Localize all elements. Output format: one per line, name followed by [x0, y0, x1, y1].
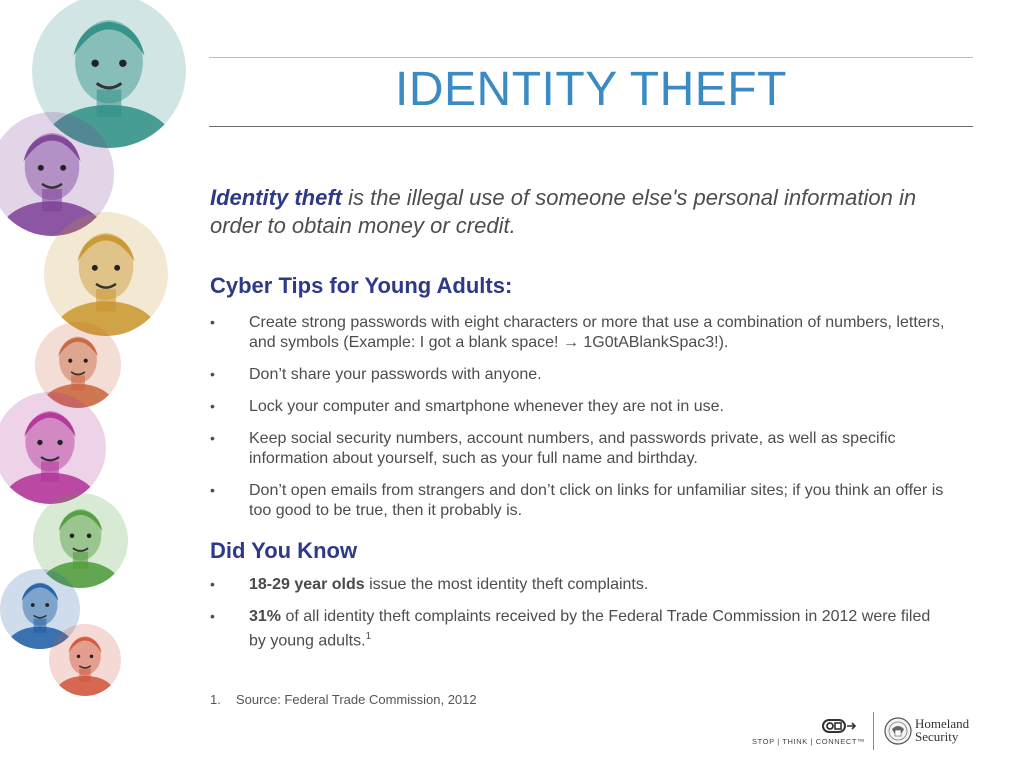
fact-highlight: 31% — [249, 608, 282, 625]
bullet-icon: • — [210, 430, 215, 446]
stop-think-connect-logo — [752, 718, 866, 748]
list-item — [210, 481, 950, 521]
list-item — [210, 607, 950, 651]
dhs-logo — [884, 715, 976, 747]
dhs-seal-icon — [884, 717, 912, 745]
list-item — [210, 575, 950, 595]
stop-think-connect-icon — [822, 718, 858, 734]
fact-text: of all identity theft complaints received by the Federal Trade Commission in 2012 were filed by young adults. — [249, 608, 931, 650]
title-rule-top — [209, 57, 973, 58]
tip-text: Don’t open emails from strangers and don’t click on links for unfamiliar sites; if you think an offer is too good to be true, then it probably is. — [249, 482, 944, 519]
dhs-name-line-2: Security — [915, 729, 959, 744]
footnote — [210, 692, 477, 707]
stop-think-connect-text: STOP | THINK | CONNECT™ — [752, 737, 866, 746]
tip-text: Lock your computer and smartphone whenever they are not in use. — [249, 398, 724, 415]
bullet-icon: • — [210, 608, 215, 624]
list-item — [210, 397, 950, 417]
tip-text: Don’t share your passwords with anyone. — [249, 366, 542, 383]
dhs-name-line-1: Homeland — [915, 716, 970, 731]
bullet-icon: • — [210, 314, 215, 330]
facts-list — [210, 575, 950, 663]
fact-text: issue the most identity theft complaints. — [364, 576, 649, 593]
tips-heading: Cyber Tips for Young Adults: — [210, 273, 513, 298]
list-item — [210, 365, 950, 385]
face-icon — [49, 624, 121, 696]
list-item — [210, 429, 950, 469]
face-icon — [0, 392, 106, 504]
footnote-text: Source: Federal Trade Commission, 2012 — [236, 692, 477, 707]
portrait-woman-red — [49, 624, 121, 696]
footnote-marker: 1 — [365, 631, 372, 642]
did-you-know-heading: Did You Know — [210, 538, 358, 563]
dhs-name — [915, 717, 969, 743]
face-icon — [44, 212, 168, 336]
definition-text — [210, 184, 960, 240]
portrait-man-magenta — [0, 392, 106, 504]
footnote-number: 1. — [210, 692, 221, 707]
bullet-icon: • — [210, 576, 215, 592]
tip-text: Create strong passwords with eight characters or more that use a combination of numbers, letters, and symbols (Example: I got a blank space! → 1G0tABlankSpac3!). — [249, 314, 945, 351]
fact-highlight: 18-29 year olds — [249, 576, 365, 593]
tips-list — [210, 313, 950, 533]
portrait-woman-glasses-gold — [44, 212, 168, 336]
bullet-icon: • — [210, 398, 215, 414]
definition-body: is the illegal use of someone else's personal information in order to obtain money or credit. — [210, 185, 917, 238]
bullet-icon: • — [210, 482, 215, 498]
title-rule-bottom — [209, 126, 973, 127]
bullet-icon: • — [210, 366, 215, 382]
tip-text: Keep social security numbers, account numbers, and passwords private, as well as specific information about yourself, such as your full name and birthday. — [249, 430, 896, 467]
page-title: IDENTITY THEFT — [395, 63, 787, 116]
list-item — [210, 313, 950, 353]
definition-term: Identity theft — [210, 185, 342, 210]
logo-divider — [873, 712, 874, 750]
